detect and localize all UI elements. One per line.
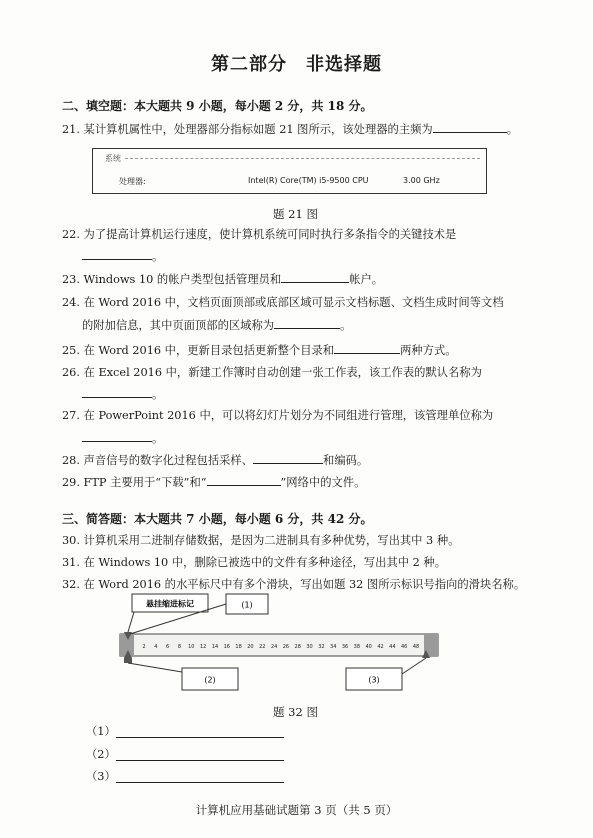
answer-line-1: （1） bbox=[86, 725, 116, 739]
figure-21-caption: 题 21 图 bbox=[273, 207, 318, 221]
hanging-indent-tag-label: 悬挂缩进标记 bbox=[146, 599, 194, 609]
answer-blank bbox=[82, 430, 152, 442]
question-32: 32. 在 Word 2016 的水平标尺中有多个滑块，写出如题 32 图所示标识号指向的滑块名称。 bbox=[62, 578, 526, 591]
ruler-tick-label: 40 bbox=[365, 644, 372, 650]
section-heading-short-answer: 三、简答题：本大题共 7 小题，每小题 6 分，共 42 分。 bbox=[62, 512, 373, 526]
ruler-tick-label: 30 bbox=[306, 644, 313, 650]
divider bbox=[125, 158, 480, 159]
question-24: 24. 在 Word 2016 中，文档页面顶部或底部区域可显示文档标题、文档生成时间等文档 bbox=[62, 296, 504, 309]
ruler-tick-label: 26 bbox=[282, 644, 290, 650]
question-22: 22. 为了提高计算机运行速度，使计算机系统可同时执行多条指令的关键技术是 bbox=[62, 228, 457, 241]
ruler-tick-label: 4 bbox=[154, 644, 158, 650]
question-26-line2: 。 bbox=[82, 386, 163, 402]
answer-blank bbox=[253, 452, 323, 464]
question-21: 21. 某计算机属性中，处理器部分指标如题 21 图所示，该处理器的主频为 。 bbox=[62, 123, 519, 136]
answer-blank bbox=[334, 342, 400, 354]
ruler-tick-label: 48 bbox=[412, 644, 420, 650]
processor-label: 处理器: bbox=[119, 177, 146, 186]
question-30: 30. 计算机采用二进制存储数据，是因为二进制具有多种优势，写出其中 3 种。 bbox=[62, 534, 460, 547]
ruler-tick-label: 8 bbox=[177, 644, 182, 650]
answer-blank bbox=[82, 386, 152, 398]
callout-label-1: (1) bbox=[241, 600, 253, 610]
answer-blank bbox=[281, 271, 349, 283]
callout-leader-3 bbox=[402, 658, 426, 674]
ruler-tick-label: 22 bbox=[259, 644, 266, 650]
question-31: 31. 在 Windows 10 中，删除已被选中的文件有多种途径，写出其中 2 种。 bbox=[62, 556, 447, 569]
answer-blank bbox=[82, 248, 152, 260]
question-28: 28. 声音信号的数字化过程包括采样、 和编码。 bbox=[62, 454, 369, 467]
cpu-frequency: 3.00 GHz bbox=[403, 176, 440, 185]
answer-blank bbox=[274, 317, 340, 329]
callout-leader-2 bbox=[128, 663, 182, 672]
figure-32-caption: 题 32 图 bbox=[273, 705, 318, 719]
answer-line-3: （3） bbox=[86, 770, 116, 784]
ruler-tick-label: 16 bbox=[223, 644, 230, 650]
ruler-tick-label: 6 bbox=[166, 644, 170, 650]
question-26: 26. 在 Excel 2016 中，新建工作簿时自动创建一张工作表，该工作表的默认名称为 bbox=[62, 366, 482, 379]
question-29: 29. FTP 主要用于“下载”和“ ”网络中的文件。 bbox=[62, 476, 366, 489]
cpu-model: Intel(R) Core(TM) i5-9500 CPU bbox=[248, 176, 369, 185]
page-footer: 计算机应用基础试题第 3 页（共 5 页） bbox=[195, 803, 398, 817]
ruler-tick-label: 10 bbox=[188, 644, 195, 650]
ruler-tick-label: 36 bbox=[341, 644, 349, 650]
section-heading-fill-in: 二、填空题：本大题共 9 小题，每小题 2 分，共 18 分。 bbox=[62, 99, 373, 113]
ruler-tick-label: 28 bbox=[294, 644, 301, 650]
ruler-tick-label: 38 bbox=[353, 644, 361, 650]
ruler-tick-label: 12 bbox=[199, 644, 207, 650]
ruler-tick-label: 2 bbox=[142, 644, 146, 650]
answer-blank bbox=[433, 121, 507, 133]
answer-line-2: （2） bbox=[86, 748, 116, 762]
ruler-tick-label: 32 bbox=[318, 644, 325, 650]
question-27: 27. 在 PowerPoint 2016 中，可以将幻灯片划分为不同组进行管理，该管理单位称为 bbox=[62, 409, 494, 422]
ruler-tick-label: 42 bbox=[377, 644, 384, 650]
ruler-tick-label: 18 bbox=[235, 644, 242, 650]
figure-32-ruler-diagram bbox=[110, 592, 450, 702]
question-23: 23. Windows 10 的帐户类型包括管理员和 帐户。 bbox=[62, 273, 384, 286]
tag-leader-line bbox=[128, 612, 134, 632]
answer-underline bbox=[116, 760, 284, 761]
question-27-line2: 。 bbox=[82, 430, 163, 446]
ruler-tick-label: 14 bbox=[211, 644, 219, 650]
answer-blank bbox=[207, 474, 281, 486]
figure-21-system-box bbox=[92, 148, 487, 194]
answer-underline bbox=[116, 737, 284, 738]
callout-label-3: (3) bbox=[368, 675, 380, 685]
left-indent-slider bbox=[124, 658, 132, 663]
answer-underline bbox=[116, 782, 284, 783]
callout-label-2: (2) bbox=[204, 675, 216, 685]
question-text: 21. 某计算机属性中，处理器部分指标如题 21 图所示，该处理器的主频为 bbox=[62, 123, 433, 136]
ruler-tick-label: 20 bbox=[247, 644, 254, 650]
ruler-tick-label: 24 bbox=[270, 644, 278, 650]
ruler-tick-label: 46 bbox=[400, 644, 408, 650]
ruler-tick-label: 44 bbox=[389, 644, 396, 650]
page-title: 第二部分 非选择题 bbox=[211, 54, 382, 75]
system-label: 系统 bbox=[105, 154, 121, 163]
question-25: 25. 在 Word 2016 中，更新目录包括更新整个目录和 两种方式。 bbox=[62, 344, 457, 357]
question-24-line2: 的附加信息，其中页面顶部的区域称为 。 bbox=[82, 319, 352, 332]
ruler-tick-label: 34 bbox=[330, 644, 337, 650]
question-22-line2: 。 bbox=[82, 248, 163, 264]
